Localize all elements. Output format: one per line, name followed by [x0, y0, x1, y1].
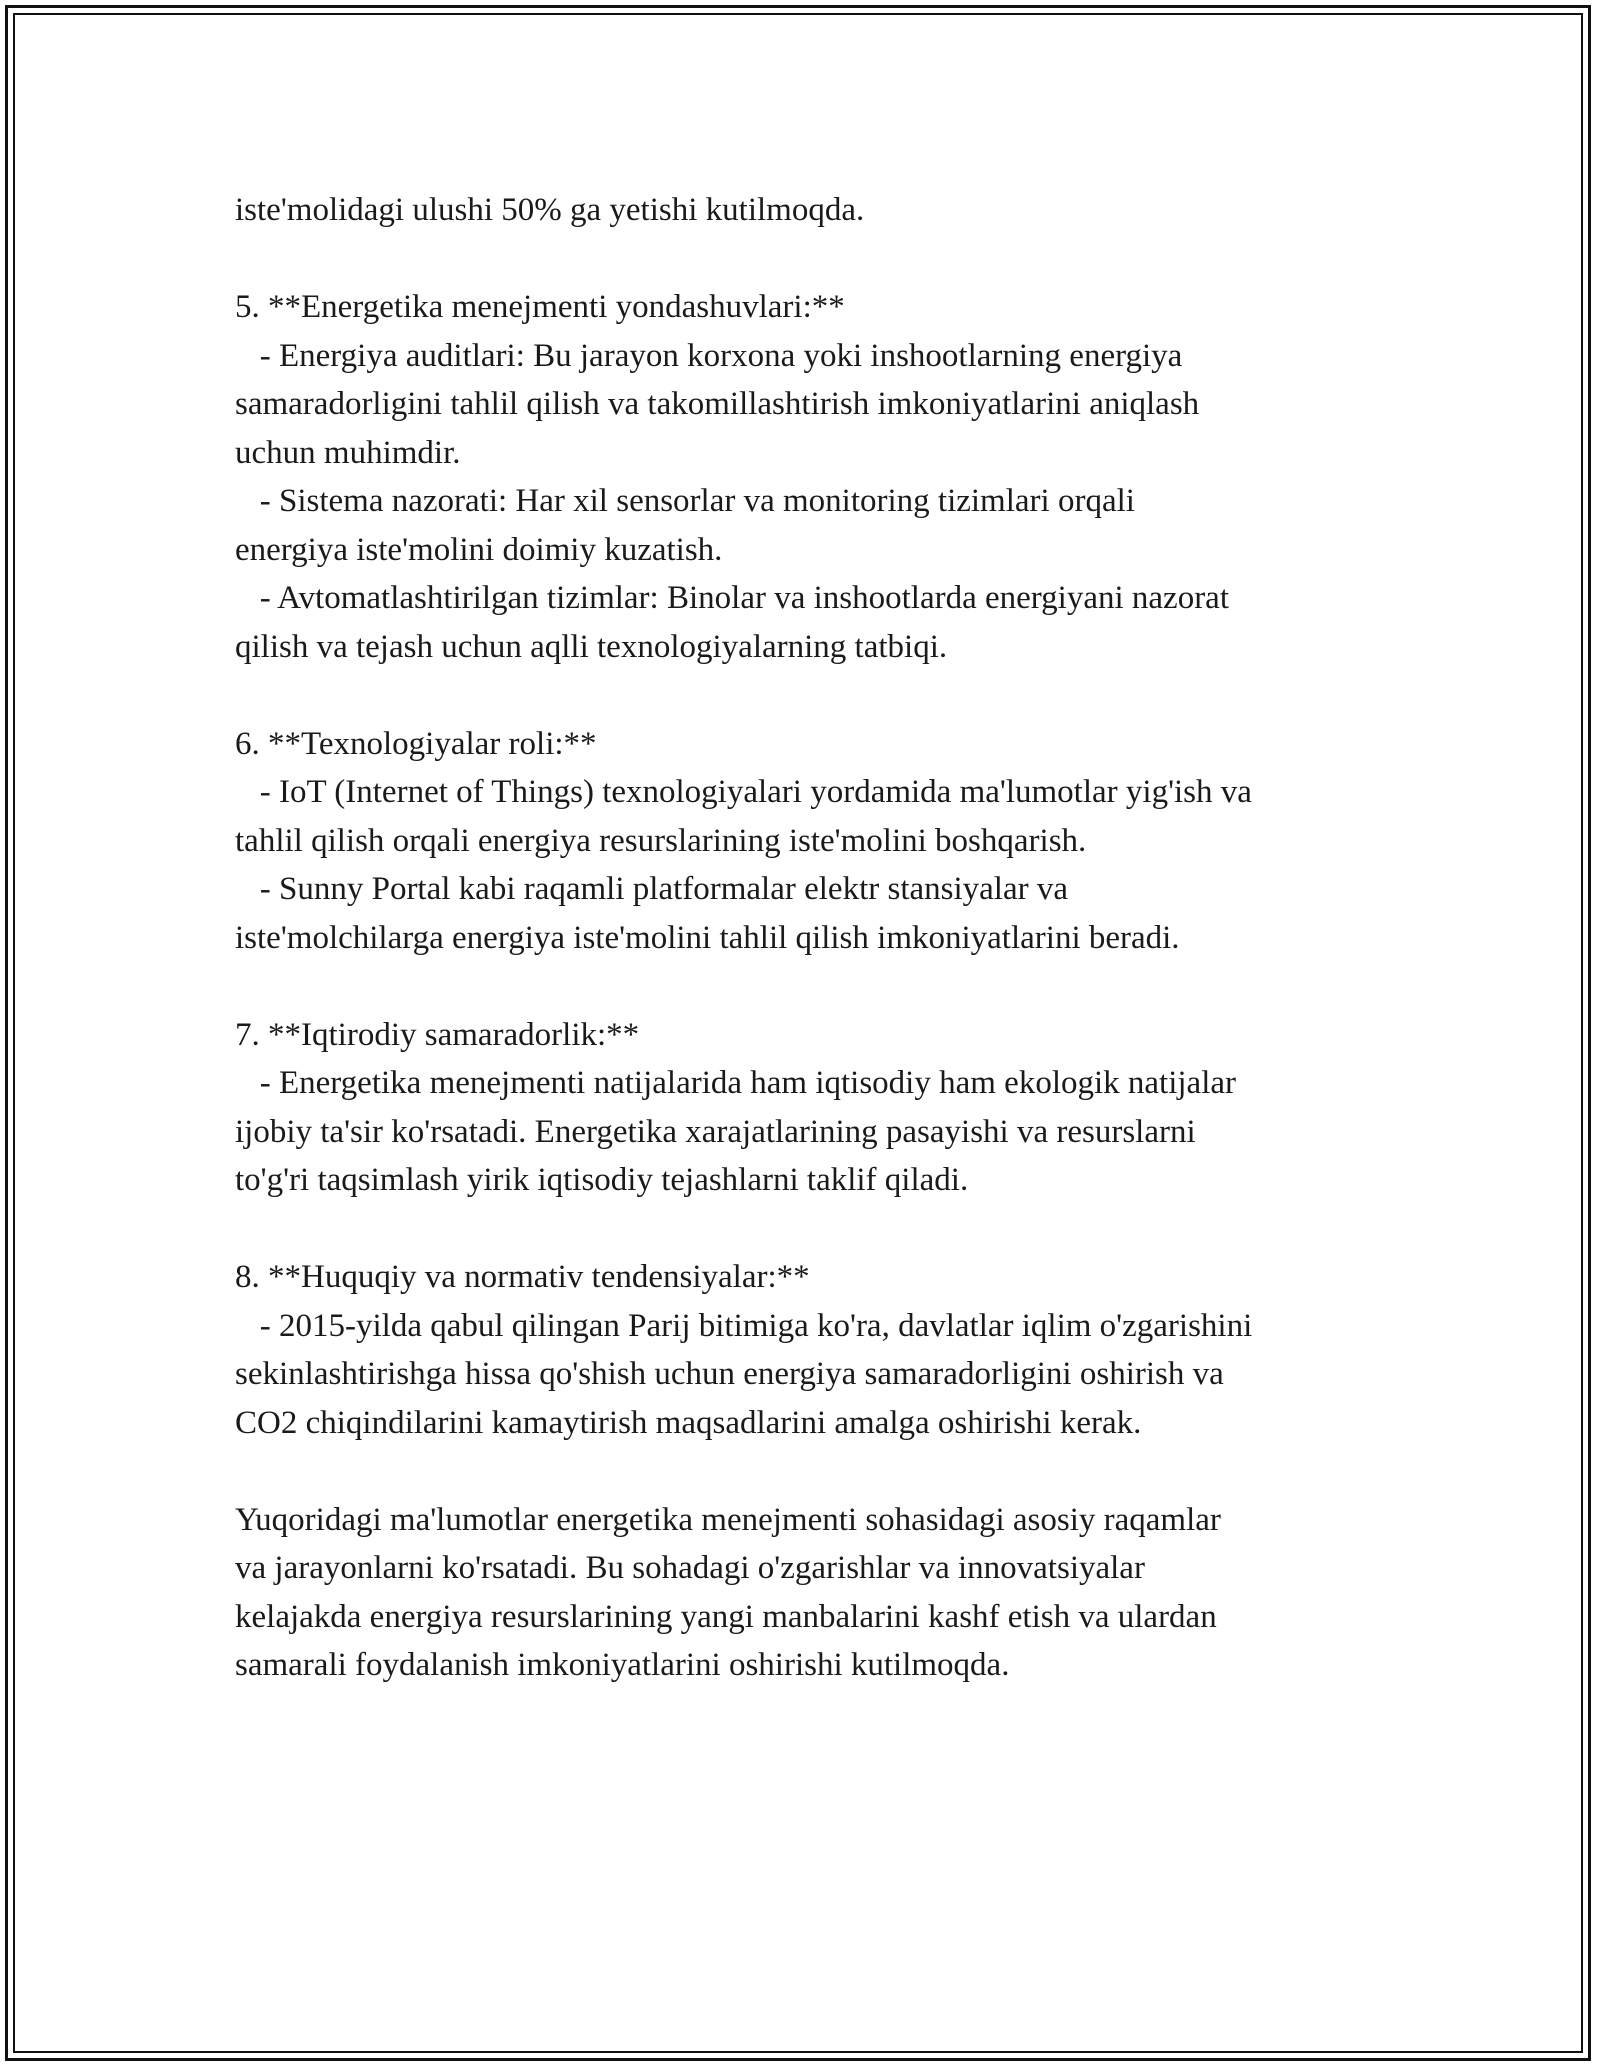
- text-line: CO2 chiqindilarini kamaytirish maqsadlarini amalga oshirishi kerak.: [235, 1404, 1142, 1441]
- blank-line: [235, 235, 1385, 284]
- text-line: Yuqoridagi ma'lumotlar energetika menejmenti sohasidagi asosiy raqamlar: [235, 1501, 1221, 1538]
- text-line: qilish va tejash uchun aqlli texnologiyalarning tatbiqi.: [235, 628, 948, 665]
- blank-line: [235, 1205, 1385, 1254]
- text-line: kelajakda energiya resurslarining yangi manbalarini kashf etish va ulardan: [235, 1598, 1217, 1635]
- text-line: samaradorligini tahlil qilish va takomillashtirish imkoniyatlarini aniqlash: [235, 386, 1200, 422]
- text-line: - IoT (Internet of Things) texnologiyalari yordamida ma'lumotlar yig'ish va: [235, 774, 1252, 810]
- text-line: to'g'ri taqsimlash yirik iqtisodiy tejashlarni taklif qiladi.: [235, 1162, 969, 1198]
- text-line: iste'molidagi ulushi 50% ga yetishi kutilmoqda.: [235, 192, 865, 228]
- text-line: 7. **Iqtirodiy samaradorlik:**: [235, 1016, 640, 1053]
- text-line: 8. **Huquqiy va normativ tendensiyalar:**: [235, 1259, 810, 1295]
- text-line: - 2015-yilda qabul qilingan Parij bitimiga ko'ra, davlatlar iqlim o'zgarishini: [235, 1307, 1253, 1344]
- blank-line: [235, 962, 1385, 1011]
- text-line: - Avtomatlashtirilgan tizimlar: Binolar va inshootlarda energiyani nazorat: [235, 580, 1229, 616]
- text-line: 5. **Energetika menejmenti yondashuvlari:**: [235, 289, 845, 325]
- text-line: iste'molchilarga energiya iste'molini tahlil qilish imkoniyatlarini beradi.: [235, 919, 1180, 956]
- blank-line: [235, 671, 1385, 720]
- text-line: samarali foydalanish imkoniyatlarini oshirishi kutilmoqda.: [235, 1647, 1010, 1683]
- text-line: tahlil qilish orqali energiya resurslarining iste'molini boshqarish.: [235, 822, 1087, 859]
- blank-line: [235, 1447, 1385, 1496]
- text-line: 6. **Texnologiyalar roli:**: [235, 725, 597, 762]
- text-line: sekinlashtirishga hissa qo'shish uchun energiya samaradorligini oshirish va: [235, 1356, 1224, 1392]
- text-line: - Sunny Portal kabi raqamli platformalar elektr stansiyalar va: [235, 871, 1068, 907]
- document-body: [235, 186, 1385, 1690]
- text-line: ijobiy ta'sir ko'rsatadi. Energetika xarajatlarining pasayishi va resurslarni: [235, 1113, 1196, 1150]
- text-line: va jarayonlarni ko'rsatadi. Bu sohadagi o'zgarishlar va innovatsiyalar: [235, 1550, 1145, 1586]
- text-line: energiya iste'molini doimiy kuzatish.: [235, 531, 723, 568]
- text-line: - Sistema nazorati: Har xil sensorlar va monitoring tizimlari orqali: [235, 483, 1135, 519]
- text-line: uchun muhimdir.: [235, 434, 461, 471]
- text-line: - Energiya auditlari: Bu jarayon korxona yoki inshootlarning energiya: [235, 337, 1183, 374]
- text-line: - Energetika menejmenti natijalarida ham iqtisodiy ham ekologik natijalar: [235, 1065, 1237, 1101]
